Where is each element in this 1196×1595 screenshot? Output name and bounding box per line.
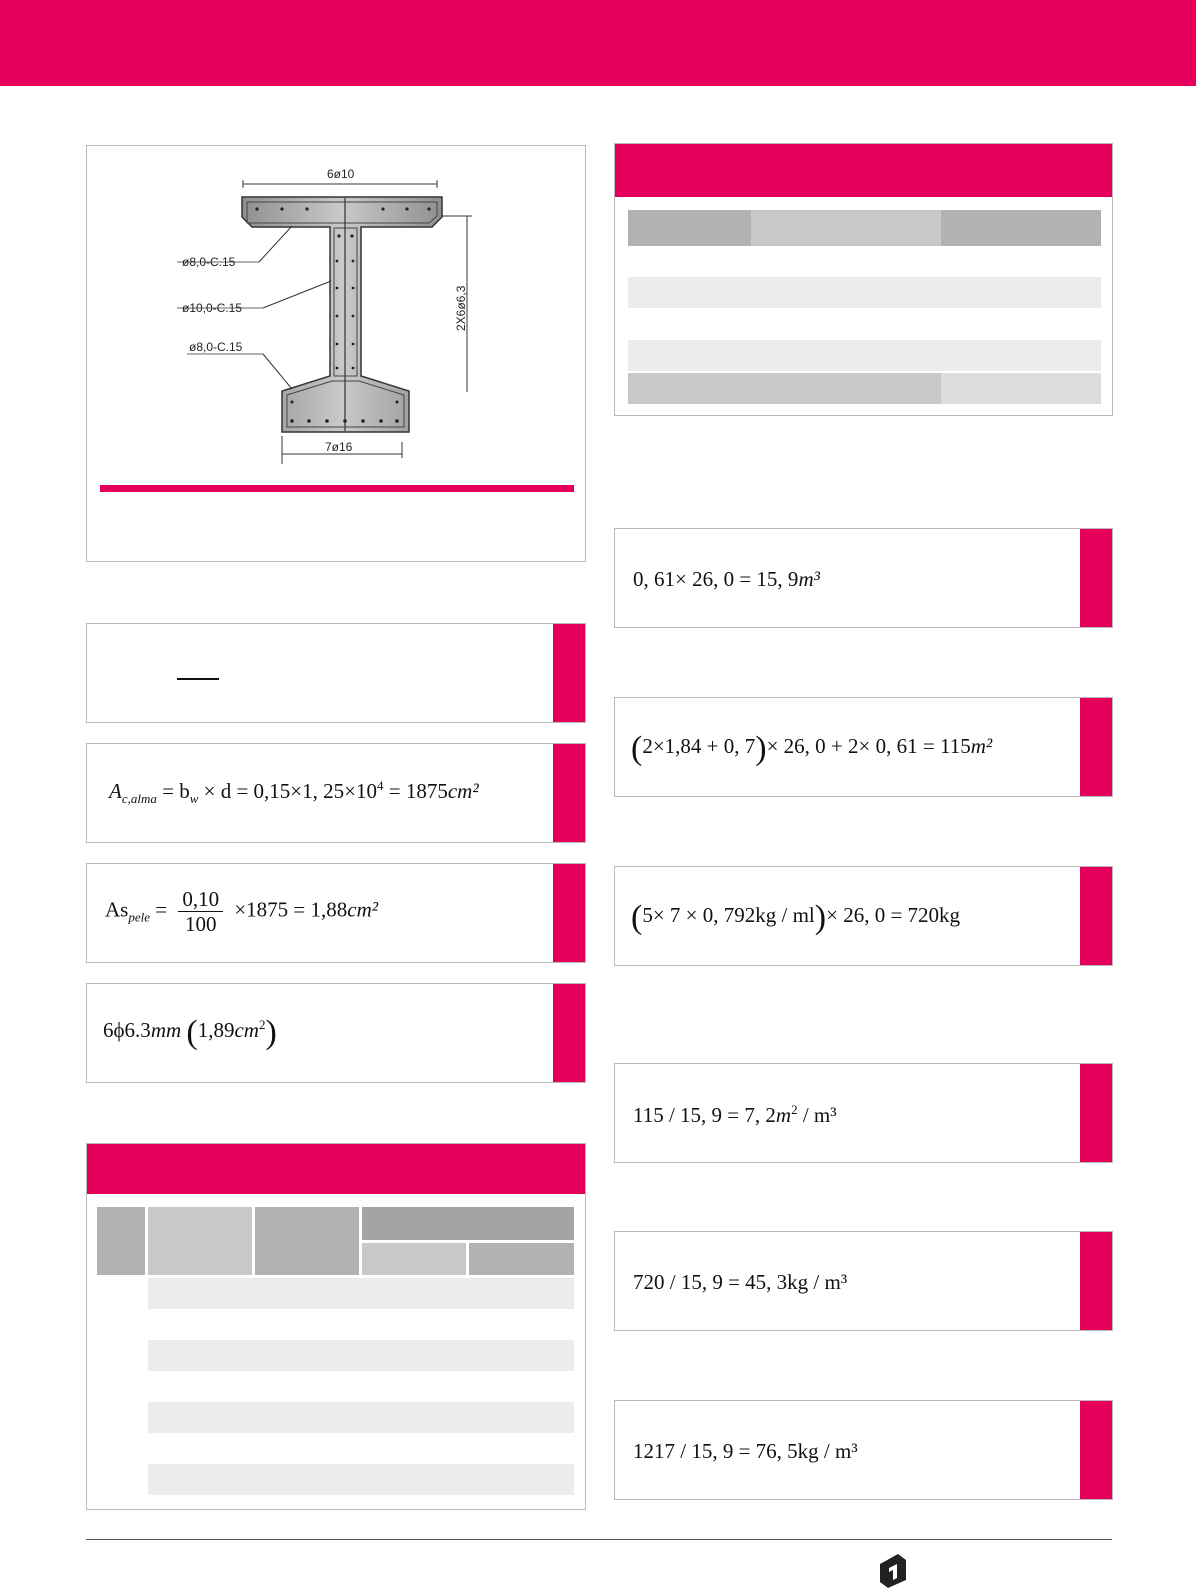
table-header-cell (362, 1207, 574, 1240)
table-row (148, 1278, 574, 1309)
formula-box-web-area (86, 743, 586, 843)
publisher-logo-icon (876, 1550, 910, 1590)
accent-tab (1080, 698, 1112, 796)
formula-web-area-exp: 4 (377, 778, 384, 793)
accent-tab (553, 984, 585, 1082)
i-beam-section-drawing (87, 146, 587, 486)
accent-tab (553, 744, 585, 842)
formula-form-rate (633, 1102, 837, 1128)
table-header-cell (628, 210, 751, 246)
table-header-cell (941, 210, 1101, 246)
table-row (148, 1402, 574, 1433)
formula-box-volume (614, 528, 1113, 628)
table-header-cell (469, 1243, 574, 1275)
label-top-bars: 6ø10 (327, 167, 355, 181)
formula-formwork-unit: m² (970, 734, 993, 758)
label-skin-bars: 2X6ø6,3 (454, 285, 468, 331)
table-header-cell (751, 210, 941, 246)
formula-formwork-rest: × 26, 0 + 2× 0, 61 = 115 (766, 734, 971, 758)
formula-form-rate-exp: 2 (791, 1102, 798, 1117)
left-table-header-bar (87, 1144, 585, 1194)
footer-rule (86, 1539, 1112, 1540)
formula-skin-area-rhs: ×1875 = 1,88 (234, 897, 348, 922)
formula-volume (633, 567, 820, 592)
section-drawing-box (86, 145, 586, 562)
formula-steel-rate (633, 1270, 847, 1295)
accent-tab (1080, 1401, 1112, 1499)
formula-skin-bars-inner: 1,89 (197, 1018, 235, 1042)
formula-web-area-lhs-sub: c,alma (121, 791, 157, 807)
formula-skin-bars-unit: mm (150, 1018, 182, 1042)
formula-web-area-rhs: = 1875 (388, 779, 448, 803)
right-table-header-bar (615, 144, 1112, 197)
label-stirrup-bottom: ø8,0-C.15 (189, 340, 243, 354)
formula-box-1 (86, 623, 586, 723)
label-bottom-bars: 7ø16 (325, 440, 353, 454)
formula-box-formwork (614, 697, 1113, 797)
accent-tab (553, 624, 585, 722)
formula-steel-rate-text: 720 / 15, 9 = 45, 3kg / m³ (633, 1270, 848, 1294)
formula-box-form-rate (614, 1063, 1113, 1163)
formula-skin-bars-inner-unit: cm (234, 1018, 259, 1042)
formula-web-area-mid1-sub: w (189, 791, 199, 807)
formula-skin-bars: 6ϕ6.3mm $(1,89cm^2)$ (103, 1014, 277, 1051)
formula-web-area-lhs: A (109, 779, 122, 803)
accent-tab (553, 864, 585, 962)
table-header-cell (97, 1207, 145, 1275)
formula-web-area-unit: cm² (447, 779, 479, 803)
accent-tab (1080, 529, 1112, 627)
formula-skin-bars-exp: 2 (258, 1017, 266, 1032)
formula-box-skin-bars (86, 983, 586, 1083)
table-header-cell (148, 1207, 252, 1275)
formula-skin-area-unit: cm² (347, 897, 379, 922)
formula-steel: (5× 7 × 0, 792kg / ml)× 26, 0 = 720kg (631, 899, 961, 936)
formula-form-rate-tail: / m³ (802, 1103, 837, 1127)
formula-box-total-rate (614, 1400, 1113, 1500)
right-table-box (614, 143, 1113, 416)
formula-web-area (109, 778, 479, 807)
formula-skin-area-eq: = (155, 897, 168, 922)
formula-form-rate-unit: m (775, 1103, 792, 1127)
formula-steel-rest: × 26, 0 = 720kg (826, 903, 961, 927)
top-banner (0, 0, 1196, 86)
formula-web-area-mid2: × d = 0,15×1, 25×10 (203, 779, 377, 803)
formula-skin-area-den: 100 (184, 912, 217, 936)
accent-tab (1080, 1064, 1112, 1162)
label-stirrup-top: ø8,0-C.15 (182, 255, 236, 269)
accent-tab (1080, 867, 1112, 965)
formula-form-rate-text: 115 / 15, 9 = 7, 2 (633, 1103, 776, 1127)
formula-skin-bars-text: 6ϕ6.3 (103, 1018, 151, 1042)
formula-web-area-mid1: = b (162, 779, 190, 803)
left-table-box (86, 1143, 586, 1510)
formula-box-steel-rate (614, 1231, 1113, 1331)
formula-skin-area (105, 887, 378, 936)
table-header-cell (255, 1207, 359, 1275)
label-web-stirrup: ø10,0-C.15 (182, 301, 243, 315)
formula-total-rate (633, 1439, 858, 1464)
formula-skin-area-lhs-sub: pele (128, 909, 150, 925)
formula-formwork-text: 2×1,84 + 0, 7 (642, 734, 756, 758)
accent-tab (1080, 1232, 1112, 1330)
table-row (148, 1340, 574, 1371)
formula-volume-text: 0, 61× 26, 0 = 15, 9 (633, 567, 799, 591)
table-total-row (628, 373, 941, 404)
table-row (148, 1464, 574, 1495)
table-header-cell (362, 1243, 466, 1275)
table-total-value (941, 373, 1101, 404)
formula-skin-area-num: 0,10 (178, 887, 223, 912)
formula-skin-area-fraction (178, 887, 223, 936)
table-row (628, 340, 1101, 371)
formula-steel-text: 5× 7 × 0, 792kg / ml (642, 903, 815, 927)
formula-volume-unit: m³ (798, 567, 820, 591)
table-row (628, 277, 1101, 308)
formula-box-steel (614, 866, 1113, 966)
formula-formwork: (2×1,84 + 0, 7)× 26, 0 + 2× 0, 61 = 115m² (631, 730, 993, 767)
caption-bar (100, 485, 574, 492)
formula-total-rate-text: 1217 / 15, 9 = 76, 5kg / m³ (633, 1439, 858, 1463)
fraction-line (177, 678, 219, 680)
formula-skin-area-lhs: As (105, 897, 129, 922)
formula-box-skin-area (86, 863, 586, 963)
